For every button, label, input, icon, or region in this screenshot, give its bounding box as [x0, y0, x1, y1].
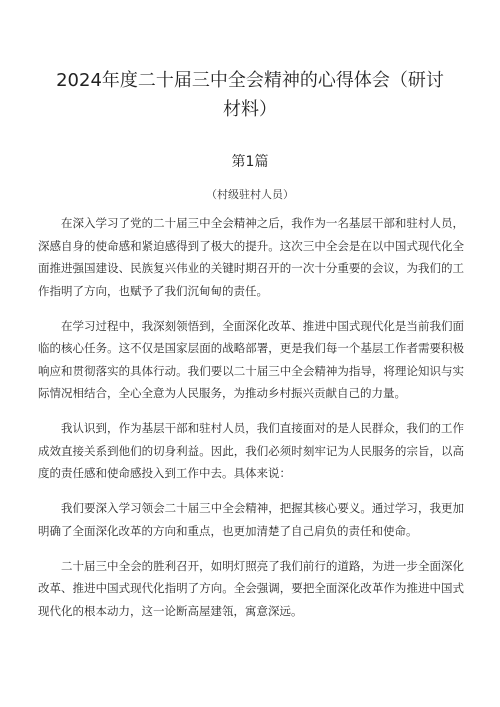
- paragraph-4: 我们要深入学习领会二十届三中全会精神，把握其核心要义。通过学习，我更加明确了全面深化改革的方向和重点，也更加清楚了自己肩负的责任和使命。: [38, 501, 464, 538]
- document-title: 2024年度二十届三中全会精神的心得体会（研讨材料）: [56, 70, 444, 120]
- paragraph-1: 在深入学习了党的二十届三中全会精神之后，我作为一名基层干部和驻村人员，深感自身的使命感和紧迫感得到了极大的提升。这次三中全会是在以中国式现代化全面推进强国建设、民族复兴伟业的关键时期召开的一次十分重要的会议，为我们的工作指明了方向，也赋予了我们沉甸甸的责任。: [38, 216, 464, 298]
- section-heading: 第1篇: [231, 154, 269, 170]
- author-line: （村级驻村人员）: [206, 188, 294, 201]
- paragraph-3: 我认识到，作为基层干部和驻村人员，我们直接面对的是人民群众，我们的工作成效直接关系到他们的切身利益。因此，我们必须时刻牢记为人民服务的宗旨，以高度的责任感和使命感投入到工作中去。具体来说：: [38, 421, 464, 480]
- paragraph-5: 二十届三中全会的胜利召开，如明灯照亮了我们前行的道路，为进一步全面深化改革、推进中国式现代化指明了方向。全会强调，要把全面深化改革作为推进中国式现代化的根本动力，这一论断高屋建瓴，寓意深远。: [38, 558, 464, 618]
- paragraph-2: 在学习过程中，我深刻领悟到，全面深化改革、推进中国式现代化是当前我们面临的核心任务。这不仅是国家层面的战略部署，更是我们每一个基层工作者需要积极响应和贯彻落实的具体行动。我们要以二十届三中全会精神为指导，将理论知识与实际情况相结合，全心全意为人民服务，为推动乡村振兴贡献自己的力量。: [38, 318, 464, 400]
- document-body: [38, 212, 464, 635]
